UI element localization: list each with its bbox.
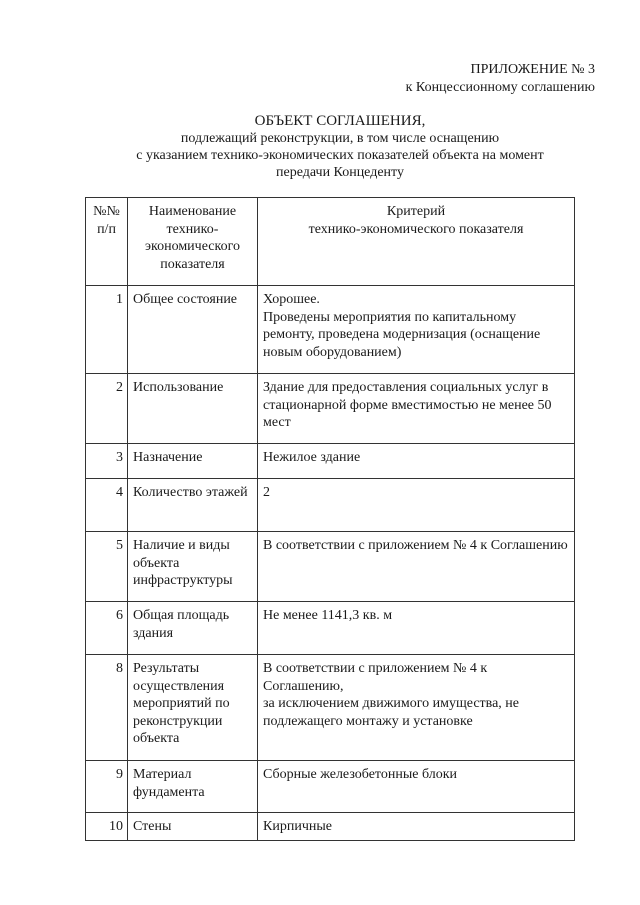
appendix-reference (406, 61, 595, 97)
row-indicator-name: Общая площадь здания (128, 602, 258, 655)
row-number: 3 (86, 444, 128, 479)
row-criterion: Не менее 1141,3 кв. м (258, 602, 575, 655)
row-number: 9 (86, 761, 128, 813)
appendix-subtitle: к Концессионному соглашению (405, 80, 595, 95)
appendix-number: ПРИЛОЖЕНИЕ № 3 (470, 62, 595, 77)
row-criterion: В соответствии с приложением № 4 к Соглашению, за исключением движимого имущества, не подлежащего монтажу и установке (258, 655, 575, 761)
row-number: 8 (86, 655, 128, 761)
table-row (86, 602, 575, 655)
table-row (86, 532, 575, 602)
header-indicator-name: Наименование технико- экономического показателя (128, 198, 258, 286)
row-criterion: Хорошее. Проведены мероприятия по капитальному ремонту, проведена модернизация (оснащение новым оборудованием) (258, 286, 575, 374)
heading-line-1: подлежащий реконструкции, в том числе оснащению (180, 131, 500, 146)
row-number: 1 (86, 286, 128, 374)
row-criterion: 2 (258, 479, 575, 532)
row-indicator-name: Назначение (128, 444, 258, 479)
heading-line-2: с указанием технико-экономических показателей объекта на момент (136, 148, 544, 163)
row-indicator-name: Материал фундамента (128, 761, 258, 813)
document-heading (60, 113, 620, 181)
table-row (86, 286, 575, 374)
row-indicator-name: Общее состояние (128, 286, 258, 374)
table-row (86, 813, 575, 841)
row-criterion: Нежилое здание (258, 444, 575, 479)
row-criterion: Сборные железобетонные блоки (258, 761, 575, 813)
row-indicator-name: Стены (128, 813, 258, 841)
header-number: №№ п/п (86, 198, 128, 286)
table-header-row (86, 198, 575, 286)
row-number: 10 (86, 813, 128, 841)
header-criterion: Критерий технико-экономического показателя (258, 198, 575, 286)
row-number: 6 (86, 602, 128, 655)
row-number: 2 (86, 374, 128, 444)
row-number: 4 (86, 479, 128, 532)
row-indicator-name: Результаты осуществления мероприятий по реконструкции объекта (128, 655, 258, 761)
row-criterion: Здание для предоставления социальных услуг в стационарной форме вместимостью не менее 50 мест (258, 374, 575, 444)
row-criterion: Кирпичные (258, 813, 575, 841)
document-title: ОБЪЕКТ СОГЛАШЕНИЯ, (254, 113, 426, 129)
table-row (86, 761, 575, 813)
row-criterion: В соответствии с приложением № 4 к Соглашению (258, 532, 575, 602)
table-row (86, 479, 575, 532)
row-indicator-name: Использование (128, 374, 258, 444)
heading-line-3: передачи Концеденту (276, 165, 404, 180)
row-indicator-name: Количество этажей (128, 479, 258, 532)
indicators-table (85, 197, 575, 841)
table-row (86, 444, 575, 479)
row-indicator-name: Наличие и виды объекта инфраструктуры (128, 532, 258, 602)
row-number: 5 (86, 532, 128, 602)
table-row (86, 374, 575, 444)
table-row (86, 655, 575, 761)
